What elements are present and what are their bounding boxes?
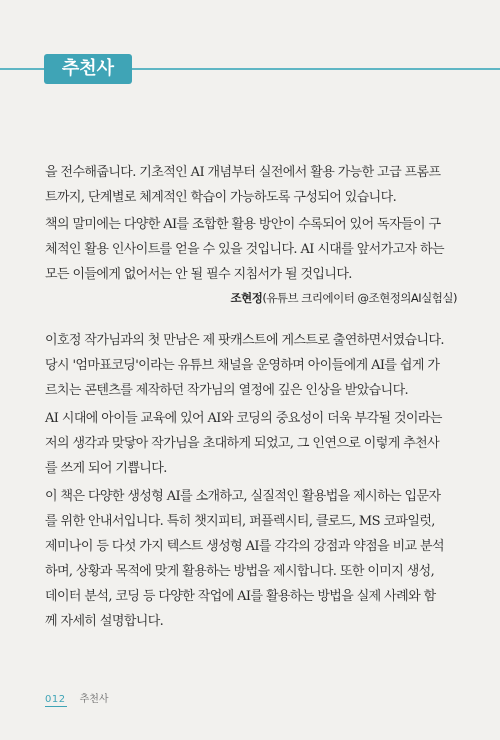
signature-role: (유튜브 크리에이터 @조현정의AI실험실) [262, 291, 457, 305]
text-line: 를 쓰게 되어 기쁩니다. [45, 461, 167, 476]
text-line: 체적인 활용 인사이트를 얻을 수 있을 것입니다. AI 시대를 앞서가고자 하는 [45, 242, 444, 257]
text-line: 저의 생각과 맞닿아 작가님을 초대하게 되었고, 그 인연으로 이렇게 추천사 [45, 436, 440, 451]
text-line: 데이터 분석, 코딩 등 다양한 작업에 AI를 활용하는 방법을 실제 사례와 함 [45, 589, 436, 604]
paragraph-3 [45, 328, 457, 403]
paragraph-5 [45, 484, 457, 634]
text-line: AI 시대에 아이들 교육에 있어 AI와 코딩의 중요성이 더욱 부각될 것이라는 [45, 411, 442, 426]
text-line: 를 위한 안내서입니다. 특히 챗지피티, 퍼플렉시티, 클로드, MS 코파일럿, [45, 514, 435, 529]
paragraph-2 [45, 212, 457, 287]
page-number: 012 [45, 694, 66, 705]
signature [45, 290, 457, 306]
paragraph-1 [45, 160, 457, 210]
text-line: 이호정 작가님과의 첫 만남은 제 팟캐스트에 게스트로 출연하면서였습니다. [45, 333, 444, 348]
text-line: 하며, 상황과 목적에 맞게 활용하는 방법을 제시합니다. 또한 이미지 생성, [45, 564, 435, 579]
text-line: 이 책은 다양한 생성형 AI를 소개하고, 실질적인 활용법을 제시하는 입문자 [45, 489, 441, 504]
text-line: 께 자세히 설명합니다. [45, 614, 164, 629]
signature-name: 조현정 [230, 291, 263, 305]
text-line: 을 전수해줍니다. 기초적인 AI 개념부터 실전에서 활용 가능한 고급 프롬프 [45, 165, 441, 180]
paragraph-4 [45, 406, 457, 481]
text-line: 르치는 콘텐츠를 제작하던 작가님의 열정에 깊은 인상을 받았습니다. [45, 383, 409, 398]
text-line: 당시 '엄마표코딩'이라는 유튜브 채널을 운영하며 아이들에게 AI를 쉽게 가 [45, 358, 440, 373]
footer-rule [45, 706, 67, 707]
page-footer [45, 690, 109, 705]
footer-section-label: 추천사 [79, 694, 109, 705]
text-line: 책의 말미에는 다양한 AI를 조합한 활용 방안이 수록되어 있어 독자들이 구 [45, 217, 441, 232]
text-line: 트까지, 단계별로 체계적인 학습이 가능하도록 구성되어 있습니다. [45, 190, 397, 205]
text-line: 모든 이들에게 없어서는 안 될 필수 지침서가 될 것입니다. [45, 267, 352, 282]
text-line: 제미나이 등 다섯 가지 텍스트 생성형 AI를 각각의 강점과 약점을 비교 분석 [45, 539, 444, 554]
section-badge: 추천사 [44, 54, 132, 84]
